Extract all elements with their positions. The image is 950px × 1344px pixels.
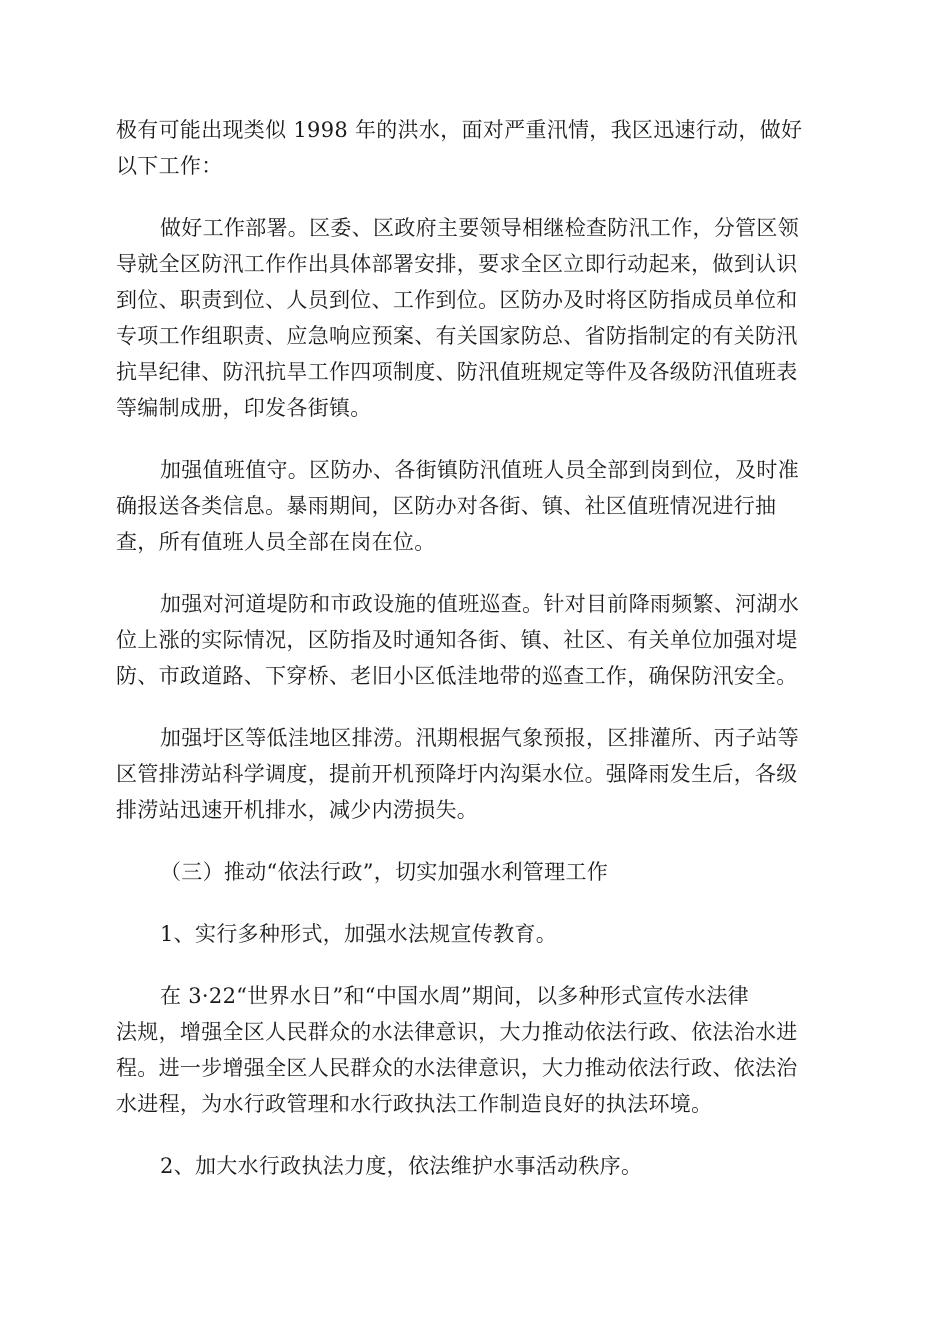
paragraph-drainage — [116, 720, 836, 828]
text-line: 水进程，为水行政管理和水行政执法工作制造良好的执法环境。 — [116, 1092, 713, 1116]
text-line: 加强对河道堤防和市政设施的值班巡查。针对目前降雨频繁、河湖水 — [160, 592, 799, 616]
text-line: 加强值班值守。区防办、各街镇防汛值班人员全部到岗到位，及时准 — [160, 458, 799, 482]
text-line: 极有可能出现类似 1998 年的洪水，面对严重汛情，我区迅速行动，做好 — [116, 118, 803, 142]
text-line: （三）推动“依法行政”，切实加强水利管理工作 — [160, 860, 609, 884]
paragraph-flood-intro — [116, 112, 836, 184]
text-line: 防、市政道路、下穿桥、老旧小区低洼地带的巡查工作，确保防汛安全。 — [116, 664, 798, 688]
paragraph-water-day — [116, 978, 836, 1122]
text-line: 法规，增强全区人民群众的水法律意识，大力推动依法行政、依法治水进 — [116, 1020, 798, 1044]
text-line: 抗旱纪律、防汛抗旱工作四项制度、防汛值班规定等件及各级防汛值班表 — [116, 360, 798, 384]
text-line: 专项工作组职责、应急响应预案、有关国家防总、省防指制定的有关防汛 — [116, 324, 798, 348]
text-line: 排涝站迅速开机排水，减少内涝损失。 — [116, 798, 479, 822]
subheading-publicity — [116, 916, 836, 952]
text-line: 以下工作： — [116, 154, 223, 178]
text-line: 到位、职责到位、人员到位、工作到位。区防办及时将区防指成员单位和 — [116, 288, 798, 312]
text-line: 2、加大水行政执法力度，依法维护水事活动秩序。 — [160, 1154, 643, 1178]
document-body — [116, 112, 836, 1210]
text-line: 在 3·22“世界水日”和“中国水周”期间，以多种形式宣传水法律 — [160, 984, 749, 1008]
text-line: 1、实行多种形式，加强水法规宣传教育。 — [160, 922, 558, 946]
subheading-enforcement — [116, 1148, 836, 1184]
text-line: 位上涨的实际情况，区防指及时通知各街、镇、社区、有关单位加强对堤 — [116, 628, 798, 652]
text-line: 做好工作部署。区委、区政府主要领导相继检查防汛工作，分管区领 — [160, 216, 799, 240]
paragraph-duty-shifts — [116, 452, 836, 560]
paragraph-levee-inspection — [116, 586, 836, 694]
paragraph-work-deployment — [116, 210, 836, 426]
text-line: 导就全区防汛工作作出具体部署安排，要求全区立即行动起来，做到认识 — [116, 252, 798, 276]
text-line: 加强圩区等低洼地区排涝。汛期根据气象预报，区排灌所、丙子站等 — [160, 726, 799, 750]
text-line: 查，所有值班人员全部在岗在位。 — [116, 530, 436, 554]
text-line: 确报送各类信息。暴雨期间，区防办对各街、镇、社区值班情况进行抽 — [116, 494, 777, 518]
section-heading-rule-of-law — [116, 854, 836, 890]
text-line: 等编制成册，印发各街镇。 — [116, 396, 372, 420]
text-line: 程。进一步增强全区人民群众的水法律意识，大力推动依法行政、依法治 — [116, 1056, 798, 1080]
text-line: 区管排涝站科学调度，提前开机预降圩内沟渠水位。强降雨发生后，各级 — [116, 762, 798, 786]
